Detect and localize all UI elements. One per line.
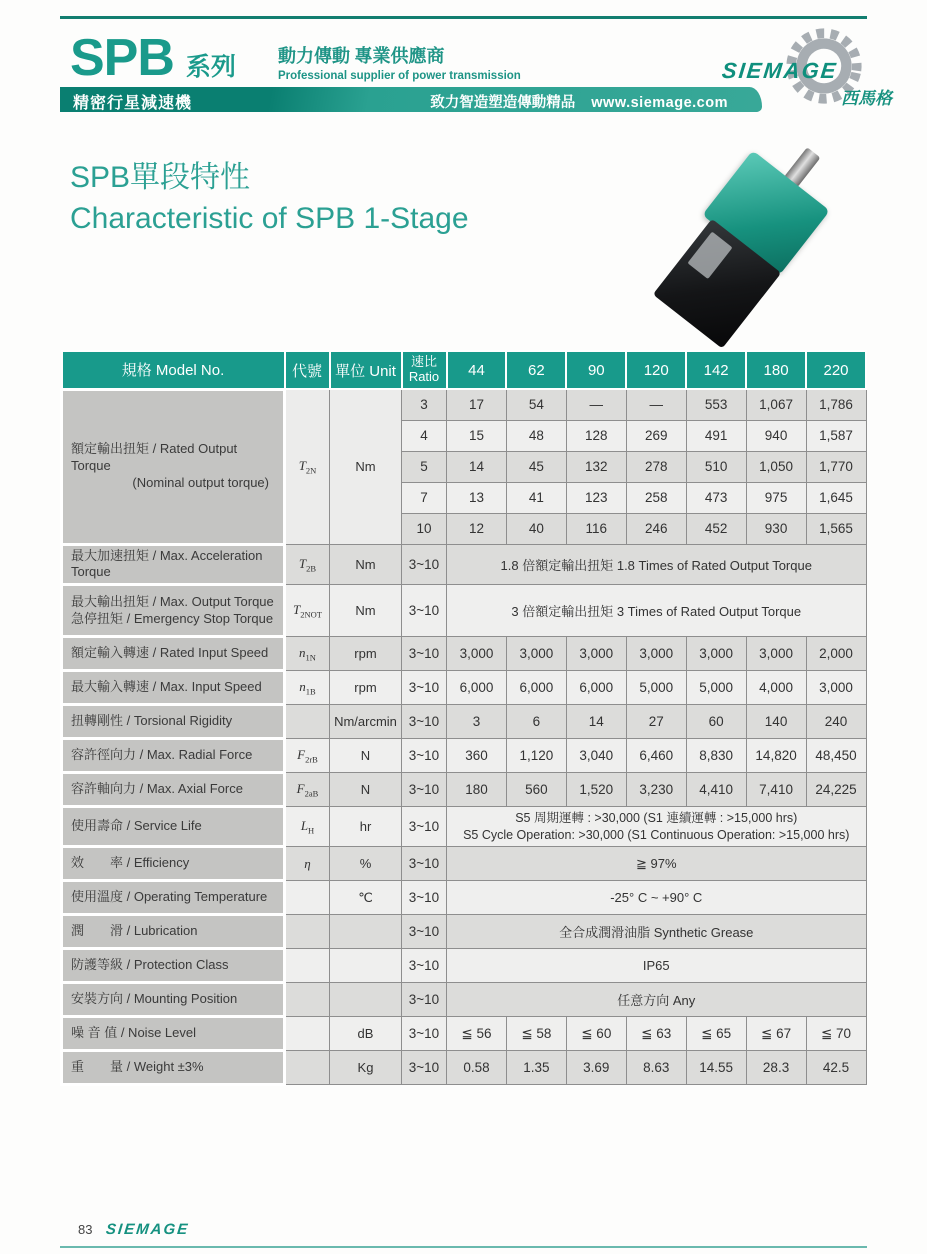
value-cell: —	[566, 389, 626, 420]
value-cell: 14	[447, 451, 507, 482]
value-cell: 6,000	[566, 671, 626, 705]
row-label: 防護等級 / Protection Class	[62, 949, 285, 983]
ratio-cell: 3~10	[402, 544, 447, 585]
ratio-cell: 3~10	[402, 949, 447, 983]
row-unit: Nm/arcmin	[330, 705, 402, 739]
value-cell: 140	[746, 705, 806, 739]
page-title-en: Characteristic of SPB 1-Stage	[70, 202, 469, 235]
value-cell: 360	[447, 739, 507, 773]
row-code	[285, 983, 330, 1017]
col-header-size: 62	[506, 351, 566, 389]
logo-text: SIEMAGE	[720, 58, 839, 83]
value-cell: 6,000	[506, 671, 566, 705]
value-cell: 3,000	[686, 637, 746, 671]
row-unit: %	[330, 847, 402, 881]
value-cell: 1,770	[806, 451, 866, 482]
row-label: 額定輸出扭矩 / Rated Output Torque (Nominal output torque)	[62, 389, 285, 544]
table-row	[62, 881, 867, 915]
table-row	[62, 1051, 867, 1085]
ratio-cell: 3~10	[402, 637, 447, 671]
span-value-cell: 全合成潤滑油脂 Synthetic Grease	[447, 915, 867, 949]
value-cell: 3,000	[746, 637, 806, 671]
value-cell: 128	[566, 420, 626, 451]
value-cell: 12	[447, 513, 507, 544]
row-unit: rpm	[330, 637, 402, 671]
value-cell: 1,587	[806, 420, 866, 451]
gearbox-illustration	[645, 122, 852, 349]
span-value-cell: 任意方向 Any	[447, 983, 867, 1017]
value-cell: 15	[447, 420, 507, 451]
row-code: $n_{1N}$	[285, 637, 330, 671]
row-label: 重 量 / Weight ±3%	[62, 1051, 285, 1085]
banner-right-label	[430, 91, 728, 112]
value-cell: 240	[806, 705, 866, 739]
banner-slogan: 致力智造塑造傳動精品	[430, 95, 576, 111]
value-cell: ≦ 58	[506, 1017, 566, 1051]
value-cell: 258	[626, 482, 686, 513]
table-row	[62, 1017, 867, 1051]
span-value-cell: 3 倍額定輸出扭矩 3 Times of Rated Output Torque	[447, 585, 867, 637]
brand	[70, 29, 236, 87]
col-header-size: 44	[447, 351, 507, 389]
ratio-cell: 3~10	[402, 1017, 447, 1051]
col-header-code: 代號	[285, 351, 330, 389]
ratio-cell: 3~10	[402, 773, 447, 807]
value-cell: 42.5	[806, 1051, 866, 1085]
row-code: $T_{2B}$	[285, 544, 330, 585]
row-label: 噪 音 值 / Noise Level	[62, 1017, 285, 1051]
value-cell: 132	[566, 451, 626, 482]
value-cell: 6,000	[447, 671, 507, 705]
row-code	[285, 705, 330, 739]
value-cell: 5,000	[626, 671, 686, 705]
row-code: $n_{1B}$	[285, 671, 330, 705]
banner-website: www.siemage.com	[591, 95, 728, 111]
row-unit: N	[330, 739, 402, 773]
tagline-en: Professional supplier of power transmission	[278, 70, 521, 82]
value-cell: 1,050	[746, 451, 806, 482]
value-cell: 1,645	[806, 482, 866, 513]
value-cell: 60	[686, 705, 746, 739]
row-label: 容許軸向力 / Max. Axial Force	[62, 773, 285, 807]
row-code: $T_{2NOT}$	[285, 585, 330, 637]
row-label: 潤 滑 / Lubrication	[62, 915, 285, 949]
series-suffix: 系列	[185, 53, 236, 81]
value-cell: ≦ 67	[746, 1017, 806, 1051]
value-cell: 6	[506, 705, 566, 739]
value-cell: 269	[626, 420, 686, 451]
row-label: 使用溫度 / Operating Temperature	[62, 881, 285, 915]
span-value-cell: S5 周期運轉 : >30,000 (S1 連續運轉 : >15,000 hrs) S5 Cycle Operation: >30,000 (S1 Continuous Operation: >15,000 hrs)	[447, 807, 867, 847]
table-row	[62, 637, 867, 671]
row-label: 最大加速扭矩 / Max. Acceleration Torque	[62, 544, 285, 585]
value-cell: 41	[506, 482, 566, 513]
value-cell: 17	[447, 389, 507, 420]
row-label: 額定輸入轉速 / Rated Input Speed	[62, 637, 285, 671]
table-row	[62, 915, 867, 949]
row-code: η	[285, 847, 330, 881]
col-header-unit: 單位 Unit	[330, 351, 402, 389]
col-header-size: 120	[626, 351, 686, 389]
table-row	[62, 389, 867, 420]
ratio-cell: 5	[402, 451, 447, 482]
ratio-cell: 3~10	[402, 585, 447, 637]
row-code	[285, 1017, 330, 1051]
value-cell: ≦ 56	[447, 1017, 507, 1051]
row-code	[285, 1051, 330, 1085]
row-label: 扭轉剛性 / Torsional Rigidity	[62, 705, 285, 739]
value-cell: 3,000	[626, 637, 686, 671]
value-cell: 3.69	[566, 1051, 626, 1085]
row-unit: dB	[330, 1017, 402, 1051]
row-label: 安裝方向 / Mounting Position	[62, 983, 285, 1017]
value-cell: 27	[626, 705, 686, 739]
row-label: 效 率 / Efficiency	[62, 847, 285, 881]
row-label: 最大輸入轉速 / Max. Input Speed	[62, 671, 285, 705]
table-row	[62, 807, 867, 847]
tagline-zh: 動力傳動 專業供應商	[278, 46, 445, 66]
value-cell: 4,000	[746, 671, 806, 705]
value-cell: 3,000	[806, 671, 866, 705]
row-code	[285, 949, 330, 983]
row-label: 最大輸出扭矩 / Max. Output Torque 急停扭矩 / Emergency Stop Torque	[62, 585, 285, 637]
row-code	[285, 915, 330, 949]
table-row	[62, 705, 867, 739]
value-cell: 491	[686, 420, 746, 451]
value-cell: 54	[506, 389, 566, 420]
value-cell: 3	[447, 705, 507, 739]
value-cell: 40	[506, 513, 566, 544]
ratio-cell: 3	[402, 389, 447, 420]
logo-subtext: 西馬格	[841, 89, 892, 108]
top-rule	[60, 16, 867, 19]
ratio-cell: 3~10	[402, 705, 447, 739]
value-cell: ≦ 70	[806, 1017, 866, 1051]
ratio-cell: 10	[402, 513, 447, 544]
row-unit: N	[330, 773, 402, 807]
row-label: 使用壽命 / Service Life	[62, 807, 285, 847]
table-row	[62, 773, 867, 807]
value-cell: 553	[686, 389, 746, 420]
value-cell: 1,120	[506, 739, 566, 773]
value-cell: 560	[506, 773, 566, 807]
table-row	[62, 585, 867, 637]
value-cell: 278	[626, 451, 686, 482]
col-header-size: 90	[566, 351, 626, 389]
table-row	[62, 847, 867, 881]
company-logo	[722, 26, 892, 118]
table-row	[62, 739, 867, 773]
value-cell: 14.55	[686, 1051, 746, 1085]
spec-table	[60, 350, 867, 1086]
value-cell: 3,040	[566, 739, 626, 773]
span-value-cell: IP65	[447, 949, 867, 983]
value-cell: 123	[566, 482, 626, 513]
value-cell: 180	[447, 773, 507, 807]
value-cell: 452	[686, 513, 746, 544]
ratio-cell: 3~10	[402, 915, 447, 949]
ratio-cell: 3~10	[402, 847, 447, 881]
value-cell: 930	[746, 513, 806, 544]
value-cell: ≦ 60	[566, 1017, 626, 1051]
row-unit	[330, 949, 402, 983]
row-unit	[330, 983, 402, 1017]
value-cell: 3,000	[447, 637, 507, 671]
row-label: 容許徑向力 / Max. Radial Force	[62, 739, 285, 773]
value-cell: 48	[506, 420, 566, 451]
ratio-cell: 4	[402, 420, 447, 451]
row-code: $F_{2rB}$	[285, 739, 330, 773]
page-title	[70, 158, 469, 238]
value-cell: 3,000	[566, 637, 626, 671]
table-row	[62, 544, 867, 585]
table-row	[62, 983, 867, 1017]
value-cell: 45	[506, 451, 566, 482]
value-cell: 13	[447, 482, 507, 513]
table-row	[62, 671, 867, 705]
table-header-row	[62, 351, 867, 389]
value-cell: 14,820	[746, 739, 806, 773]
span-value-cell: -25° C ~ +90° C	[447, 881, 867, 915]
value-cell: 510	[686, 451, 746, 482]
value-cell: 8,830	[686, 739, 746, 773]
row-unit: hr	[330, 807, 402, 847]
row-unit: Nm	[330, 544, 402, 585]
col-header-ratio: 速比 Ratio	[402, 351, 447, 389]
row-code: $L_H$	[285, 807, 330, 847]
ratio-cell: 3~10	[402, 739, 447, 773]
value-cell: 1,565	[806, 513, 866, 544]
col-header-size: 180	[746, 351, 806, 389]
value-cell: 2,000	[806, 637, 866, 671]
value-cell: 48,450	[806, 739, 866, 773]
banner-left-label: 精密行星減速機	[73, 95, 193, 112]
row-code: $F_{2aB}$	[285, 773, 330, 807]
value-cell: 3,000	[506, 637, 566, 671]
value-cell: 1.35	[506, 1051, 566, 1085]
col-header-model: 規格 Model No.	[62, 351, 285, 389]
value-cell: 3,230	[626, 773, 686, 807]
span-value-cell: ≧ 97%	[447, 847, 867, 881]
page-title-zh: SPB單段特性	[70, 161, 251, 194]
value-cell: 14	[566, 705, 626, 739]
ratio-cell: 3~10	[402, 983, 447, 1017]
product-photo	[648, 126, 898, 311]
col-header-size: 220	[806, 351, 866, 389]
ratio-cell: 3~10	[402, 881, 447, 915]
table-row	[62, 949, 867, 983]
series-name: SPB	[70, 29, 174, 87]
footer	[78, 1221, 190, 1238]
row-unit	[330, 915, 402, 949]
row-code	[285, 881, 330, 915]
value-cell: 1,067	[746, 389, 806, 420]
value-cell: —	[626, 389, 686, 420]
value-cell: 6,460	[626, 739, 686, 773]
value-cell: 5,000	[686, 671, 746, 705]
value-cell: ≦ 65	[686, 1017, 746, 1051]
ratio-cell: 3~10	[402, 807, 447, 847]
value-cell: 473	[686, 482, 746, 513]
value-cell: 0.58	[447, 1051, 507, 1085]
footer-page-number: 83	[78, 1222, 93, 1237]
value-cell: 975	[746, 482, 806, 513]
value-cell: 4,410	[686, 773, 746, 807]
ratio-cell: 3~10	[402, 671, 447, 705]
value-cell: 246	[626, 513, 686, 544]
row-unit: Nm	[330, 585, 402, 637]
row-unit: ℃	[330, 881, 402, 915]
span-value-cell: 1.8 倍額定輸出扭矩 1.8 Times of Rated Output Torque	[447, 544, 867, 585]
row-unit: Kg	[330, 1051, 402, 1085]
row-code: $T_{2N}$	[285, 389, 330, 544]
gearbox-label	[687, 232, 732, 280]
value-cell: 116	[566, 513, 626, 544]
value-cell: 1,786	[806, 389, 866, 420]
row-unit: rpm	[330, 671, 402, 705]
value-cell: 7,410	[746, 773, 806, 807]
value-cell: 940	[746, 420, 806, 451]
col-header-size: 142	[686, 351, 746, 389]
tagline	[278, 42, 521, 82]
bottom-rule	[60, 1246, 867, 1248]
footer-logo: SIEMAGE	[105, 1221, 191, 1238]
value-cell: ≦ 63	[626, 1017, 686, 1051]
value-cell: 1,520	[566, 773, 626, 807]
value-cell: 28.3	[746, 1051, 806, 1085]
value-cell: 24,225	[806, 773, 866, 807]
banner	[60, 87, 762, 112]
ratio-cell: 7	[402, 482, 447, 513]
ratio-cell: 3~10	[402, 1051, 447, 1085]
row-unit: Nm	[330, 389, 402, 544]
value-cell: 8.63	[626, 1051, 686, 1085]
